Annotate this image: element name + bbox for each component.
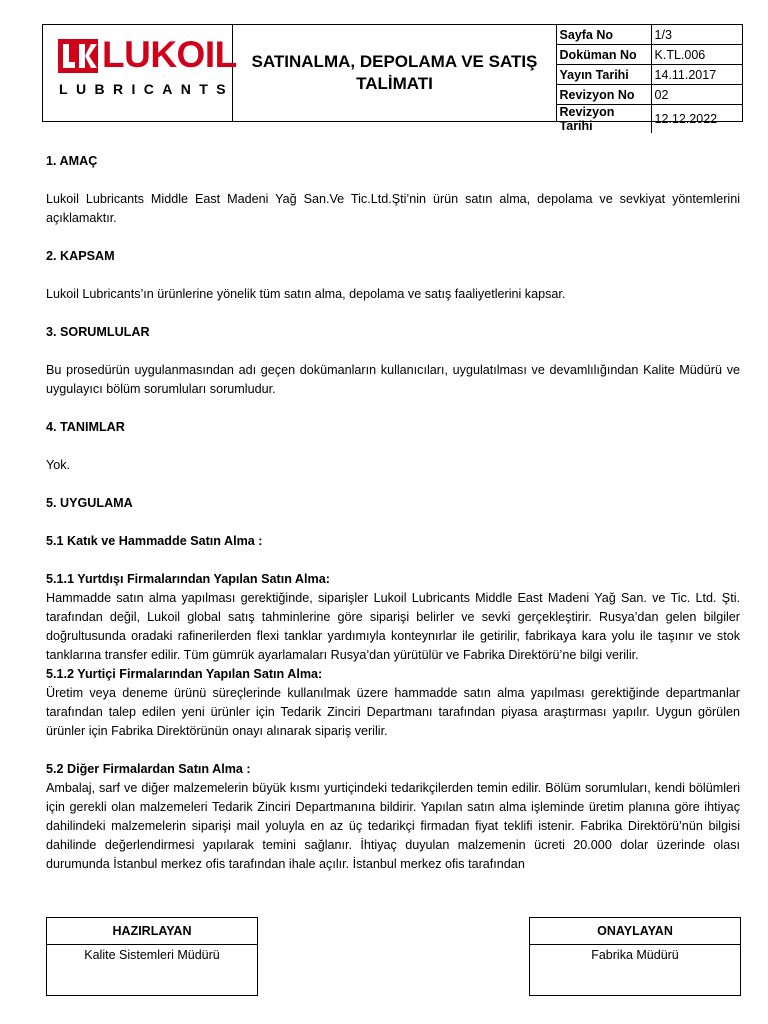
section-text-5-1-2: Üretim veya deneme ürünü süreçlerinde kullanılmak üzere hammadde satın alma yapılması gerektiğinde departmanlar tarafından talep edilen yeni ürünler için Tedarik Zinciri Departmanı tarafından piyasa araştırması yapılır. Uygun görülen ürünler için Fabrika Direktörünün onayı alınarak sipariş verilir. bbox=[46, 686, 740, 738]
logo-brand-text: LUKOIL bbox=[102, 34, 237, 75]
meta-row bbox=[557, 105, 742, 134]
document-body bbox=[46, 152, 740, 874]
section-text-sorumlular: Bu prosedürün uygulanmasından adı geçen dokümanların kullanıcıları, uygulatılması ve devamlılığından Kalite Müdürü ve uygulayıcı bölüm sorumluları sorumludur. bbox=[46, 363, 740, 396]
meta-key: Revizyon Tarihi bbox=[557, 105, 652, 134]
meta-value: 1/3 bbox=[651, 25, 742, 45]
document-title-cell bbox=[233, 25, 556, 121]
section-text-5-1-1: Hammadde satın alma yapılması gerektiğinde, siparişler Lukoil Lubricants Middle East Madeni Yağ San. ve Tic. Ltd. Şti. tarafından değil, Lukoil global satış tahminlerine göre siparişi belirler ve sevki gerçekleştirir. Rusya’dan gelen bilgiler doğrultusunda oradaki rafinerilerden flexi tanklar yardımıyla konteynırlar ile getirilir, fabrikaya kara yolu ile taşınır ve stok tanklarına transfer edilir. Tüm gümrük ayarlamaları Rusya’dan yürütülür ve Fabrika Direktörü’ne bilgi verilir. bbox=[46, 591, 740, 662]
section-heading-5-1: 5.1 Katık ve Hammadde Satın Alma : bbox=[46, 534, 263, 548]
section-text-amac: Lukoil Lubricants Middle East Madeni Yağ San.Ve Tic.Ltd.Şti’nin ürün satın alma, depolama ve sevkiyat yöntemlerini açıklamaktır. bbox=[46, 192, 740, 225]
signature-role: Fabrika Müdürü bbox=[591, 948, 679, 962]
document-header bbox=[42, 24, 743, 133]
meta-value: 02 bbox=[651, 85, 742, 105]
meta-value: 14.11.2017 bbox=[651, 65, 742, 85]
signature-box-prepared bbox=[46, 917, 258, 996]
meta-row bbox=[557, 65, 742, 85]
signature-heading: ONAYLAYAN bbox=[530, 918, 740, 945]
section-text-5-2: Ambalaj, sarf ve diğer malzemelerin büyük kısmı yurtiçindeki tedarikçilerden temin edilir. Bölüm sorumluları, kendi bölümleri için gerekli olan malzemeleri Tedarik Zinciri Departmanına bildirir. Yapılan satın alma işleminde üretim planına göre ihtiyaç dahilindeki malzemelerin siparişi mail yoluyla en az üç tedarikçi firmadan fiyat teklifi istenir. Fabrika Direktörü’nün bilgisi dahilinde değerlendirmesi yapılarak temini sağlanır. İhtiyaç duyulan malzemenin ücreti 20.000 dolar üzerinde olası durumunda İstanbul merkez ofis tarafından ihale açılır. İstanbul merkez ofis tarafından bbox=[46, 781, 740, 871]
section-heading-amac: 1. AMAÇ bbox=[46, 154, 98, 168]
meta-row bbox=[557, 25, 742, 45]
section-heading-uygulama: 5. UYGULAMA bbox=[46, 496, 133, 510]
section-heading-tanimlar: 4. TANIMLAR bbox=[46, 420, 125, 434]
signature-box-approved bbox=[529, 917, 741, 996]
signature-heading: HAZIRLAYAN bbox=[47, 918, 257, 945]
logo-subtitle-text: LUBRICANTS bbox=[59, 81, 234, 97]
document-meta-table bbox=[557, 25, 742, 133]
logo bbox=[43, 25, 237, 121]
meta-row bbox=[557, 45, 742, 65]
signature-role: Kalite Sistemleri Müdürü bbox=[84, 948, 220, 962]
meta-key: Doküman No bbox=[557, 45, 652, 65]
meta-key: Sayfa No bbox=[557, 25, 652, 45]
meta-key: Revizyon No bbox=[557, 85, 652, 105]
document-title: SATINALMA, DEPOLAMA VE SATIŞ TALİMATI bbox=[251, 52, 538, 93]
section-text-tanimlar: Yok. bbox=[46, 458, 71, 472]
meta-key: Yayın Tarihi bbox=[557, 65, 652, 85]
section-text-kapsam: Lukoil Lubricants’ın ürünlerine yönelik tüm satın alma, depolama ve satış faaliyetlerini kapsar. bbox=[46, 287, 566, 301]
section-heading-5-1-2: 5.1.2 Yurtiçi Firmalarından Yapılan Satın Alma: bbox=[46, 667, 323, 681]
meta-value: 12.12.2022 bbox=[654, 112, 718, 126]
section-heading-5-2: 5.2 Diğer Firmalardan Satın Alma : bbox=[46, 762, 251, 776]
lukoil-logo-mark-icon bbox=[58, 39, 98, 73]
section-heading-sorumlular: 3. SORUMLULAR bbox=[46, 325, 150, 339]
meta-value: K.TL.006 bbox=[651, 45, 742, 65]
section-heading-5-1-1: 5.1.1 Yurtdışı Firmalarından Yapılan Satın Alma: bbox=[46, 572, 330, 586]
section-heading-kapsam: 2. KAPSAM bbox=[46, 249, 115, 263]
meta-row bbox=[557, 85, 742, 105]
